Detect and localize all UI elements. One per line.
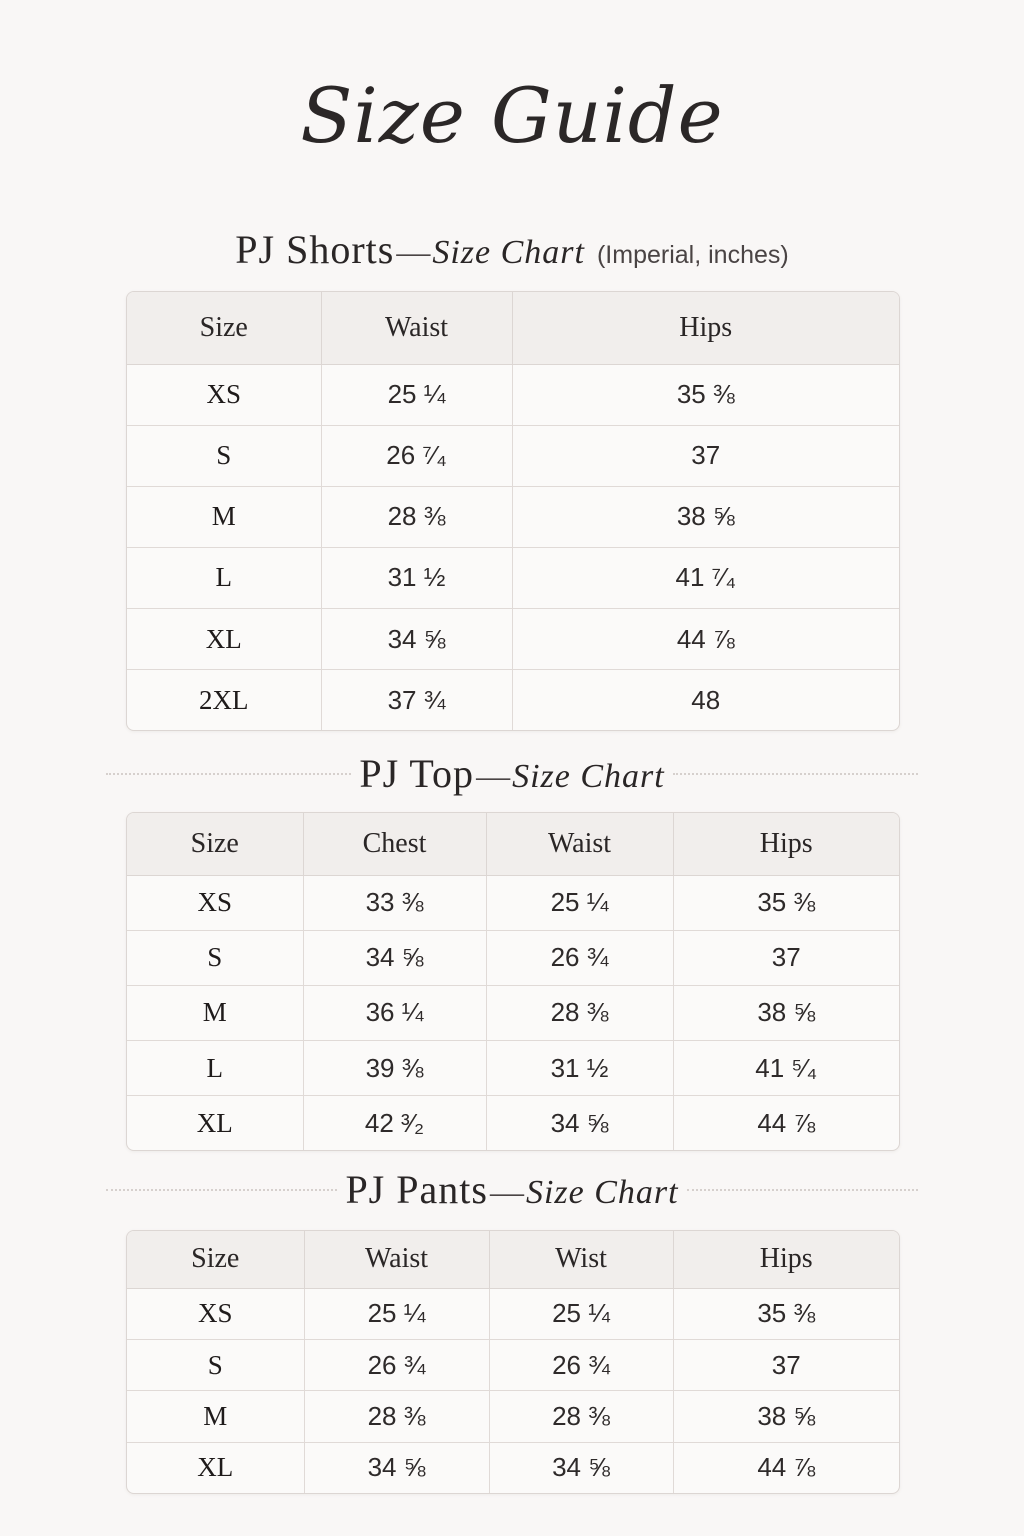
table-row [127, 1442, 899, 1493]
column-header: Size [127, 292, 321, 364]
table-cell: 36 ¼ [303, 985, 486, 1040]
table-cell: 31 ½ [486, 1040, 673, 1095]
column-header: Hips [512, 292, 899, 364]
top-size-table [126, 812, 900, 1151]
table-cell: 37 ¾ [321, 670, 512, 730]
table-row [127, 486, 899, 547]
table-cell: 26 ¾ [489, 1339, 673, 1390]
size-cell: M [127, 985, 303, 1040]
size-cell: S [127, 425, 321, 486]
shorts-heading [0, 228, 1024, 272]
table-cell: 38 ⅝ [673, 985, 899, 1040]
shorts-heading-text [235, 227, 789, 272]
table-row [127, 670, 899, 730]
table-cell: 44 ⅞ [757, 1452, 816, 1483]
table-cell: 25 ¼ [486, 875, 673, 930]
table-header-row [127, 1231, 899, 1288]
heading-divider-left [106, 773, 351, 775]
table-row [127, 425, 899, 486]
table-cell: 35 ⅜ [673, 875, 899, 930]
size-cell: M [127, 486, 321, 547]
heading-divider-right [797, 249, 1016, 251]
top-heading-subtitle: Size Chart [512, 758, 665, 795]
size-cell: L [127, 1040, 303, 1095]
table-cell: 37 [512, 425, 899, 486]
size-cell: XL [127, 1096, 303, 1150]
pants-heading-text [345, 1167, 679, 1212]
column-header: Wist [489, 1231, 673, 1288]
column-header: Waist [486, 813, 673, 875]
top-heading-name: PJ Top [359, 751, 475, 796]
table-cell: 28 ⅜ [321, 486, 512, 547]
shorts-heading-subtitle: Size Chart [432, 234, 585, 271]
table-cell: 25 ¼ [304, 1288, 489, 1339]
size-cell: XL [127, 1442, 304, 1493]
table-cell: 25 ¼ [489, 1288, 673, 1339]
column-header: Hips [673, 813, 899, 875]
table-cell: 26 ¾ [486, 930, 673, 985]
heading-divider-right [687, 1189, 918, 1191]
pants-size-table [126, 1230, 900, 1494]
top-heading-text [359, 751, 665, 796]
page-title: Size Guide [300, 71, 724, 160]
table-cell: 44 ⅞ [757, 1107, 816, 1138]
table-cell: 34 ⅝ [321, 609, 512, 670]
table-cell: 48 [691, 684, 721, 715]
pants-heading-dash: — [489, 1174, 524, 1211]
table-cell: 31 ½ [321, 547, 512, 608]
column-header: Size [127, 813, 303, 875]
column-header: Waist [304, 1231, 489, 1288]
size-cell: L [127, 547, 321, 608]
table-cell: 34 ⅝ [304, 1442, 489, 1493]
top-heading [0, 752, 1024, 796]
table-row [127, 1391, 899, 1442]
table-cell: 28 ⅜ [304, 1391, 489, 1442]
table-cell: 37 [673, 1339, 899, 1390]
table-row [127, 1040, 899, 1095]
table-cell: 26 ⁷⁄₄ [321, 425, 512, 486]
table-header-row [127, 292, 899, 364]
table-cell: 35 ⅜ [512, 364, 899, 425]
table-cell: 37 [673, 930, 899, 985]
table-cell: 42 ³⁄₂ [303, 1096, 486, 1150]
pants-heading-name: PJ Pants [345, 1167, 488, 1212]
table-row [127, 1339, 899, 1390]
table-cell: 44 ⅞ [512, 609, 899, 670]
size-cell: XL [127, 609, 321, 670]
size-cell: 2XL [127, 670, 321, 730]
table-cell: 33 ⅜ [303, 875, 486, 930]
heading-divider-right [673, 773, 918, 775]
table-header-row [127, 813, 899, 875]
table-row [127, 1096, 899, 1150]
size-cell: XS [127, 875, 303, 930]
size-cell: XS [127, 364, 321, 425]
shorts-size-table [126, 291, 900, 731]
table-cell: 34 ⅝ [486, 1096, 673, 1150]
table-cell: 34 ⅝ [303, 930, 486, 985]
table-row [127, 364, 899, 425]
table-cell: 41 ⁵⁄₄ [673, 1040, 899, 1095]
pants-heading-subtitle: Size Chart [525, 1174, 679, 1211]
shorts-heading-name: PJ Shorts [235, 227, 395, 272]
table-cell: 25 ¼ [321, 364, 512, 425]
table-cell: 34 ⅝ [489, 1442, 673, 1493]
size-cell: XS [127, 1288, 304, 1339]
table-row [127, 985, 899, 1040]
table-cell: 26 ¾ [304, 1339, 489, 1390]
top-heading-dash: — [476, 758, 511, 795]
size-cell: M [127, 1391, 304, 1442]
size-cell: S [127, 1339, 304, 1390]
size-cell: S [127, 930, 303, 985]
table-row [127, 875, 899, 930]
heading-divider-left [8, 249, 227, 251]
table-row [127, 609, 899, 670]
table-cell: 38 ⅝ [673, 1391, 899, 1442]
column-header: Chest [303, 813, 486, 875]
table-cell: 41 ⁷⁄₄ [512, 547, 899, 608]
shorts-heading-dash: — [396, 234, 431, 271]
shorts-heading-note: (Imperial, inches) [596, 241, 789, 269]
pants-heading [0, 1168, 1024, 1212]
table-cell: 38 ⅝ [512, 486, 899, 547]
table-row [127, 547, 899, 608]
column-header: Size [127, 1231, 304, 1288]
table-cell: 28 ⅜ [489, 1391, 673, 1442]
table-row [127, 1288, 899, 1339]
column-header: Waist [321, 292, 512, 364]
table-cell: 35 ⅜ [673, 1288, 899, 1339]
heading-divider-left [106, 1189, 337, 1191]
table-cell: 28 ⅜ [486, 985, 673, 1040]
table-row [127, 930, 899, 985]
table-cell: 39 ⅜ [303, 1040, 486, 1095]
column-header: Hips [673, 1231, 899, 1288]
